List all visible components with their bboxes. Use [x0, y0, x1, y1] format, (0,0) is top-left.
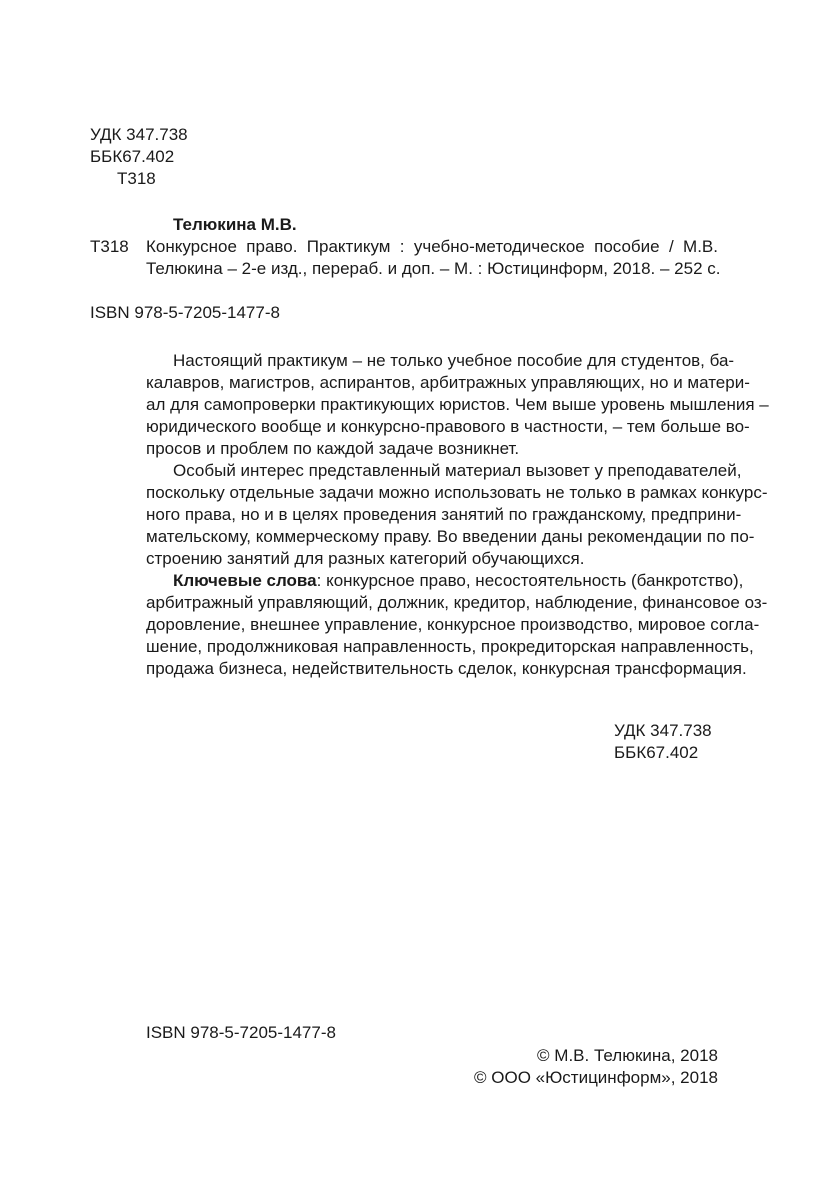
udk-code: УДК 347.738 [90, 125, 188, 144]
footer-bbk: ББК67.402 [614, 743, 699, 762]
bbk-code: ББК67.402 [90, 147, 175, 166]
abstract-p2-line: Особый интерес представленный материал вызовет у преподавателей, [173, 461, 742, 480]
abstract [146, 350, 769, 570]
abstract-p1-line: Настоящий практикум – не только учебное пособие для студентов, ба- [173, 351, 735, 370]
bib-line-1: Конкурсное право. Практикум : учебно-методическое пособие / М.В. [146, 237, 718, 256]
keywords-line: доровление, внешнее управление, конкурсное производство, мировое согла- [146, 615, 760, 634]
isbn-top: ISBN 978-5-7205-1477-8 [90, 303, 280, 322]
bib-description [146, 236, 721, 280]
keywords-first-text: : конкурсное право, несостоятельность (банкротство), [316, 571, 744, 590]
abstract-p1-line: юридического вообще и конкурсно-правового в частности, – тем больше во- [146, 417, 750, 436]
author-mark: Т318 [117, 169, 156, 188]
keywords-line: арбитражный управляющий, должник, кредитор, наблюдение, финансовое оз- [146, 593, 768, 612]
abstract-p2-line: поскольку отдельные задачи можно использовать не только в рамках конкурс- [146, 483, 768, 502]
copyright-publisher: © ООО «Юстицинформ», 2018 [474, 1068, 718, 1087]
footer-classification [614, 720, 712, 764]
abstract-p1-line: калавров, магистров, аспирантов, арбитражных управляющих, но и матери- [146, 373, 750, 392]
isbn-bottom: ISBN 978-5-7205-1477-8 [146, 1023, 336, 1042]
keywords-first-line [146, 570, 744, 592]
keywords [146, 570, 768, 680]
keywords-line: шение, продолжниковая направленность, прокредиторская направленность, [146, 637, 754, 656]
abstract-p1-line: ал для самопроверки практикующих юристов. Чем выше уровень мышления – [146, 395, 769, 414]
copyright-block [400, 1045, 718, 1089]
abstract-p2-line: мательскому, коммерческому праву. Во введении даны рекомендации по по- [146, 527, 755, 546]
copyright-author: © М.В. Телюкина, 2018 [537, 1046, 718, 1065]
keywords-line: продажа бизнеса, недействительность сделок, конкурсная трансформация. [146, 659, 747, 678]
keywords-label: Ключевые слова [173, 571, 317, 590]
author-mark-bib: Т318 [90, 237, 129, 256]
abstract-p2-line: ного права, но и в целях проведения занятий по гражданскому, предприни- [146, 505, 742, 524]
author-name: Телюкина М.В. [173, 215, 297, 234]
abstract-p2-line: строению занятий для разных категорий обучающихся. [146, 549, 585, 568]
abstract-p1-line: просов и проблем по каждой задаче возникнет. [146, 439, 520, 458]
footer-udk: УДК 347.738 [614, 721, 712, 740]
bib-line-2: Телюкина – 2-е изд., перераб. и доп. – М. : Юстицинформ, 2018. – 252 с. [146, 259, 721, 278]
